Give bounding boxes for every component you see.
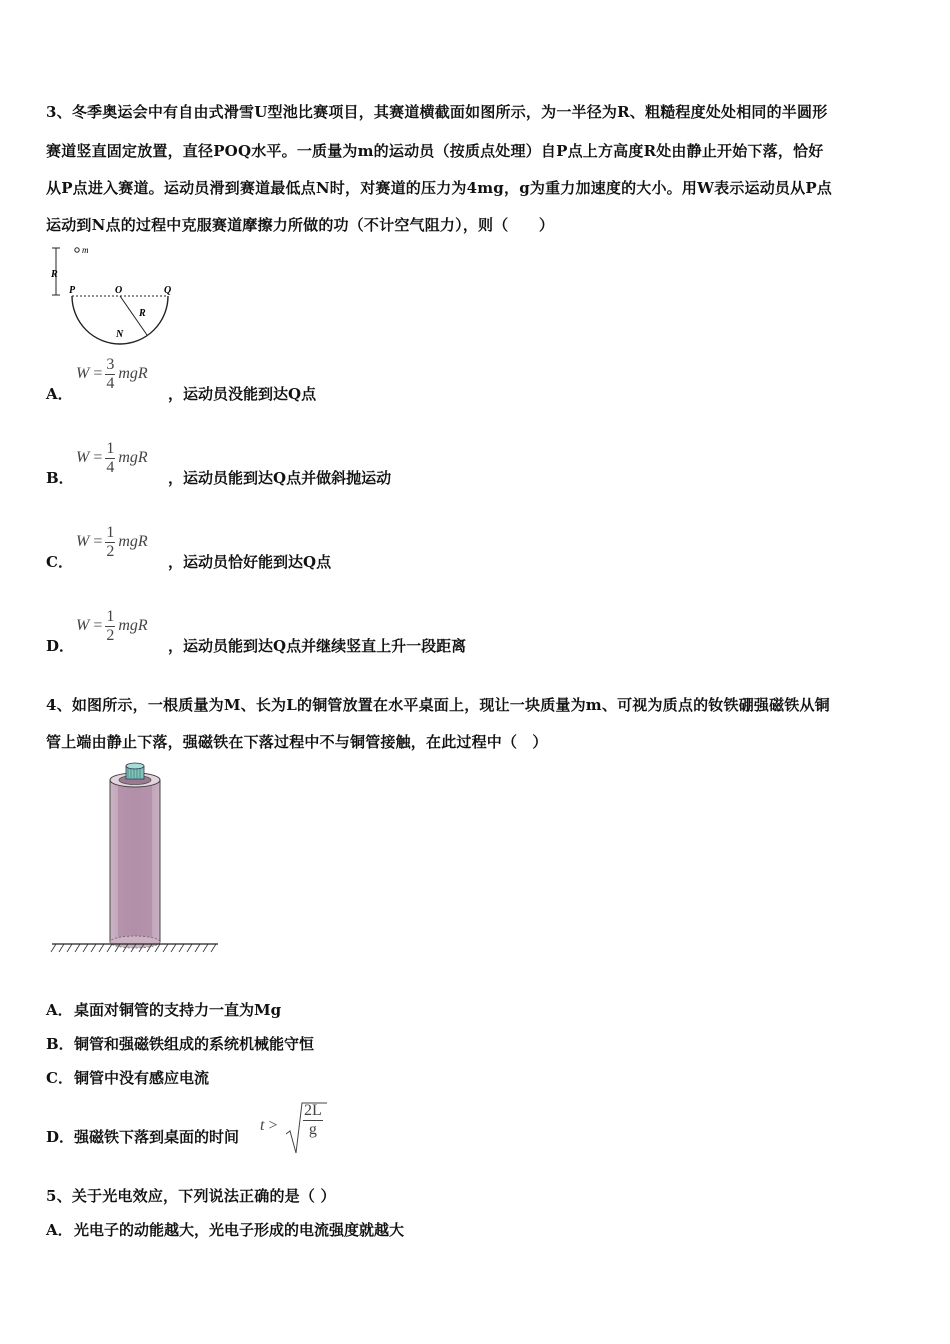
point-O-label: O (115, 285, 123, 296)
q3-option-a-label: A． (46, 385, 73, 403)
q3-line-1: 3、冬季奥运会中有自由式滑雪U型池比赛项目，其赛道横截面如图所示，为一半径为R、粗糙程度处处相同的半圆形 (46, 103, 828, 121)
q3-option-c-label: C． (46, 553, 73, 571)
point-P-label: P (69, 285, 76, 296)
point-N-label: N (116, 329, 124, 340)
q3-option-a-text: ，运动员没能到达Q点 (168, 385, 317, 403)
q3-option-d-text: ，运动员能到达Q点并继续竖直上升一段距离 (168, 637, 467, 655)
q3-option-b-formula: W = $\frac{1}{4}$ mgR (76, 440, 148, 476)
q3-option-a-formula: W = $\frac{3}{4}$ mgR (76, 356, 148, 392)
q4-option-c: C．铜管中没有感应电流 (46, 1069, 210, 1087)
q3-option-c-formula: W = $\frac{1}{2}$ mgR (76, 524, 148, 560)
q3-option-b-label: B． (46, 469, 74, 487)
halfpipe-diagram (44, 242, 184, 347)
q3-option-d-formula: W = $\frac{1}{2}$ mgR (76, 608, 148, 644)
point-Q-label: Q (164, 285, 172, 296)
mass-label: m (82, 245, 89, 255)
q3-option-d-label: D． (46, 637, 75, 655)
copper-tube-diagram (50, 760, 225, 965)
skier-point (75, 248, 79, 252)
q5-option-a: A．光电子的动能越大，光电子形成的电流强度就越大 (46, 1221, 405, 1239)
q3-option-c-text: ，运动员恰好能到达Q点 (168, 553, 332, 571)
q3-line-3: 从P点进入赛道。运动员滑到赛道最低点N时，对赛道的压力为4mg，g为重力加速度的大小。用W表示运动员从P点 (46, 179, 833, 197)
radius-label: R (139, 308, 146, 319)
q4-option-d-lhs: t > (260, 1117, 278, 1134)
q4-option-a: A．桌面对铜管的支持力一直为Mg (46, 1001, 282, 1019)
q3-line-2: 赛道竖直固定放置，直径POQ水平。一质量为m的运动员（按质点处理）自P点上方高度R处由静止开始下落，恰好 (46, 142, 824, 160)
q3-option-b-text: ，运动员能到达Q点并做斜抛运动 (168, 469, 392, 487)
height-label: R (51, 269, 58, 280)
q3-line-4: 运动到N点的过程中克服赛道摩擦力所做的功（不计空气阻力），则（ ） (46, 216, 555, 234)
magnet-top (126, 763, 144, 769)
q5-line: 5、关于光电效应，下列说法正确的是（ ） (46, 1187, 336, 1205)
q4-line-2: 管上端由静止下落，强磁铁在下落过程中不与铜管接触，在此过程中（ ） (46, 733, 548, 751)
q4-option-d: D．强磁铁下落到桌面的时间 (46, 1128, 240, 1146)
copper-tube-inner (118, 782, 152, 942)
q4-line-1: 4、如图所示，一根质量为M、长为L的铜管放置在水平桌面上，现让一块质量为m、可视为质点的钕铁硼强磁铁从铜 (46, 696, 830, 714)
q4-option-d-fraction: $\frac{2L}{g}$ (304, 1102, 322, 1138)
q4-option-b: B．铜管和强磁铁组成的系统机械能守恒 (46, 1035, 315, 1053)
